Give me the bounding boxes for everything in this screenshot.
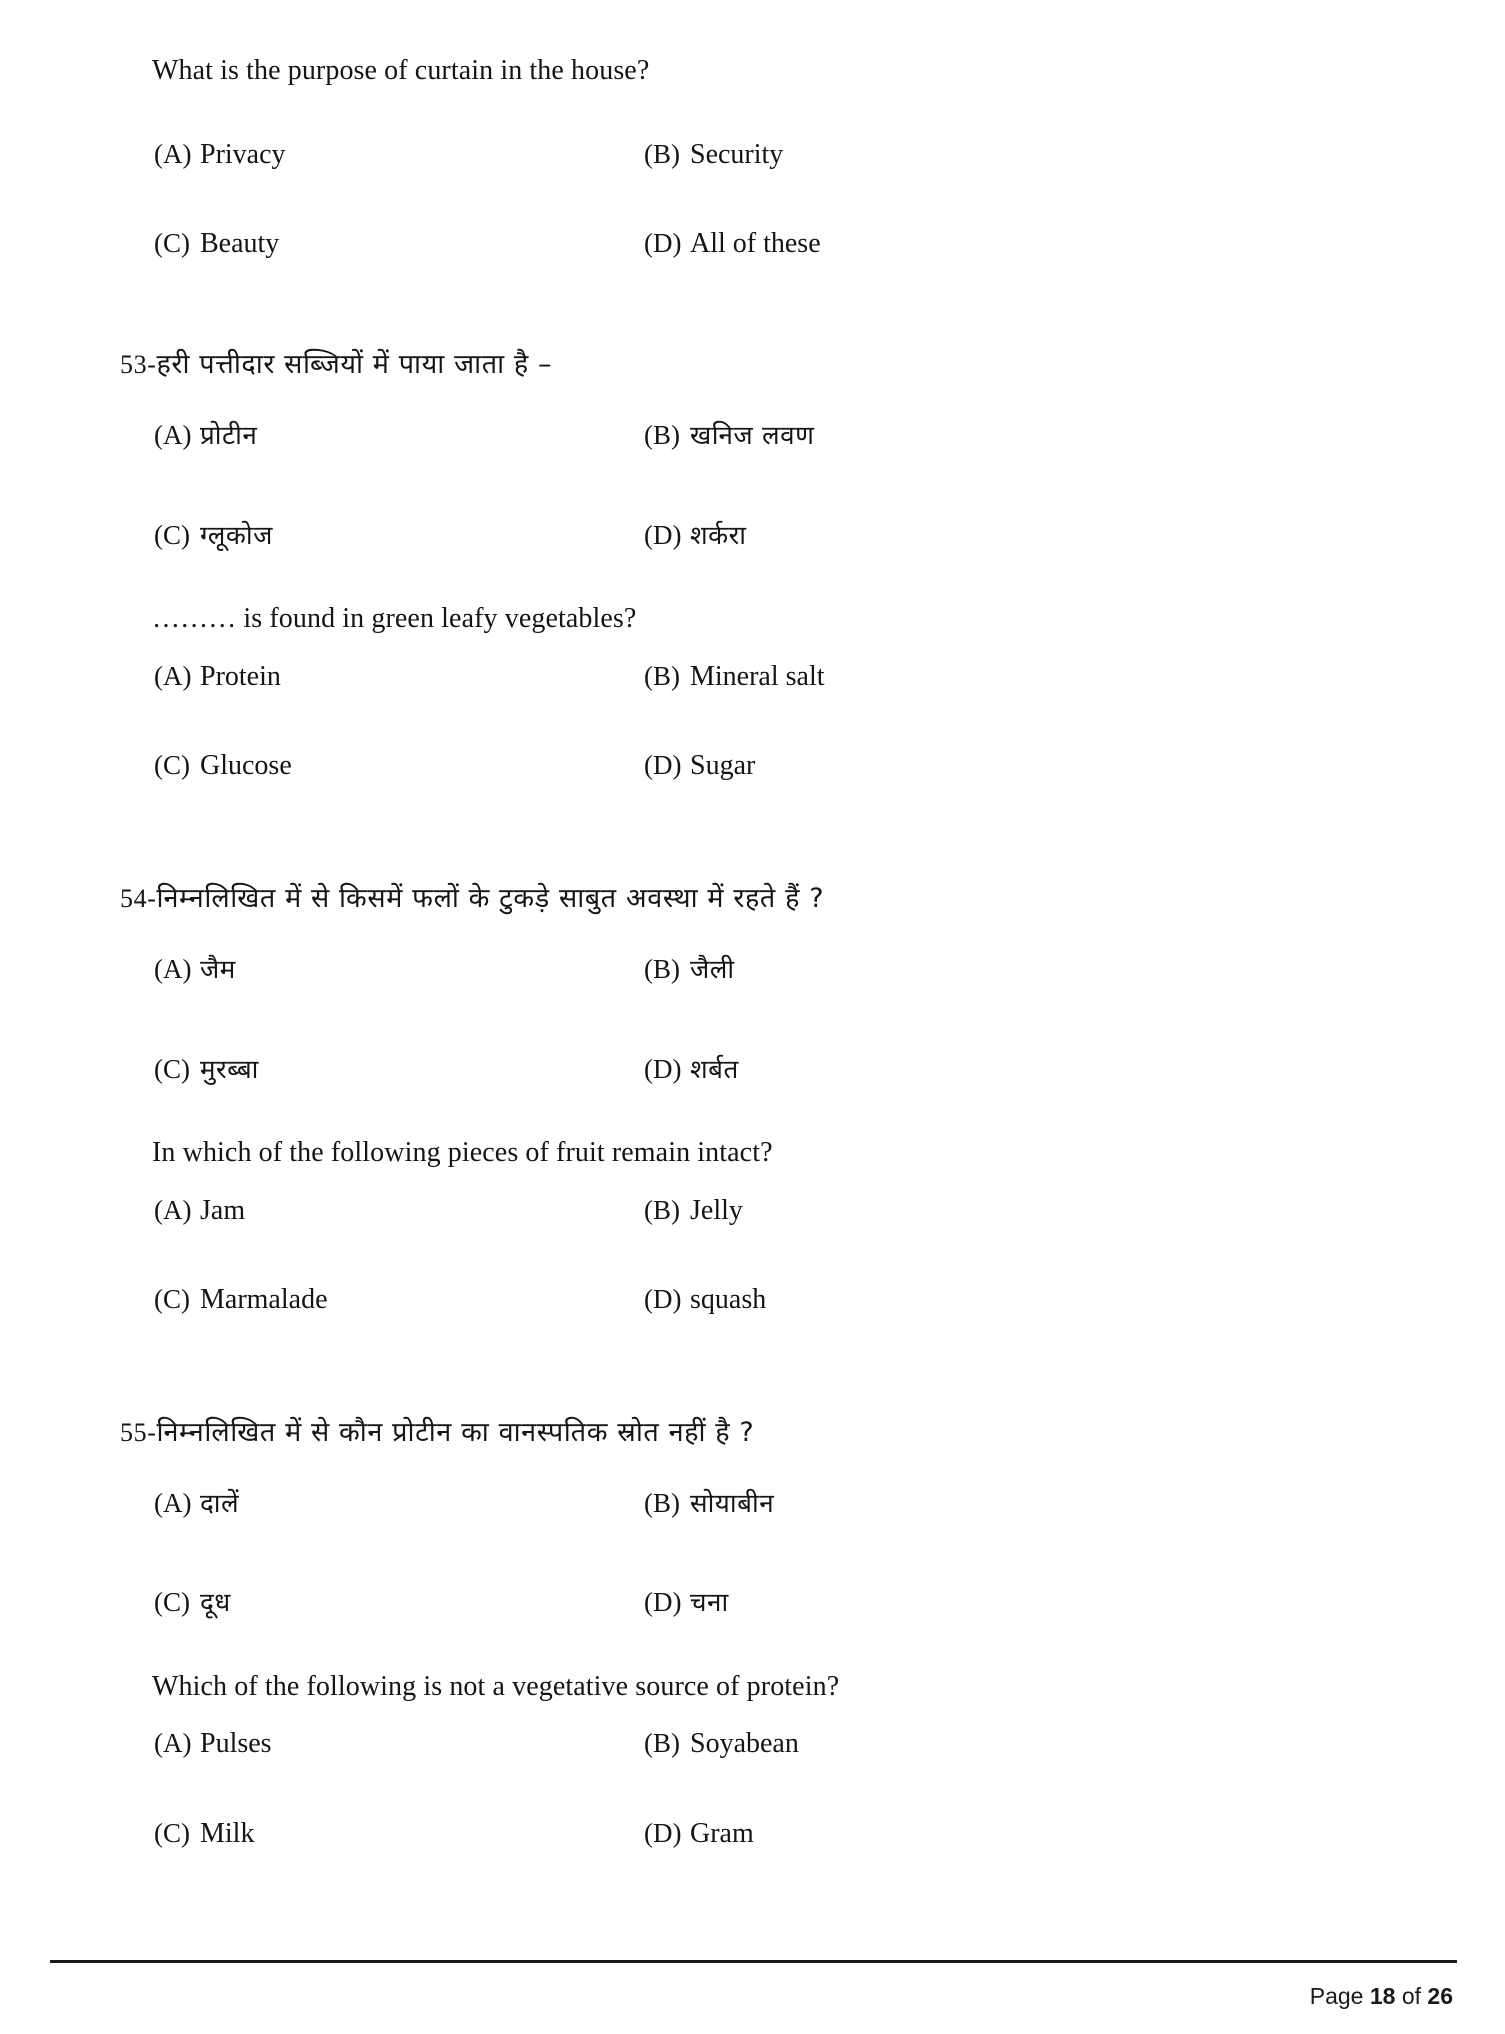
option-text: दालें — [200, 1489, 240, 1520]
footer-page-total: 26 — [1427, 1983, 1453, 2009]
option-c[interactable] — [154, 1283, 644, 1317]
option-text: Privacy — [200, 138, 286, 170]
option-c[interactable] — [154, 227, 644, 261]
question-block-q53 — [120, 345, 1385, 783]
option-label: (A) — [154, 1728, 192, 1759]
option-c[interactable] — [154, 749, 644, 783]
option-label: (B) — [644, 420, 680, 451]
option-label: (D) — [644, 1817, 682, 1848]
question-text-hindi: हरी पत्तीदार सब्जियों में पाया जाता है – — [156, 348, 553, 380]
options-grid-english — [120, 749, 1385, 783]
option-text: जैली — [690, 955, 735, 986]
option-label: (C) — [154, 519, 190, 550]
option-d[interactable] — [644, 1053, 1385, 1086]
option-c[interactable] — [154, 1586, 644, 1619]
option-label: (D) — [644, 519, 682, 550]
options-grid-hindi — [120, 519, 1385, 552]
question-stem-hindi — [120, 879, 1385, 920]
option-text: ग्लूकोज — [200, 520, 273, 551]
option-text: Pulses — [200, 1728, 272, 1760]
option-label: (B) — [644, 1488, 680, 1519]
options-grid-english — [120, 1194, 1385, 1228]
question-block-q52-english — [120, 52, 1385, 261]
option-label: (B) — [644, 138, 680, 169]
option-a[interactable] — [154, 1194, 644, 1228]
option-label: (C) — [154, 1587, 190, 1618]
option-label: (B) — [644, 1194, 680, 1225]
option-label: (C) — [154, 1053, 190, 1084]
question-number: 55- — [120, 1417, 157, 1447]
option-label: (D) — [644, 1587, 682, 1618]
footer-page-prefix: Page — [1309, 1983, 1364, 2009]
option-a[interactable] — [154, 1727, 644, 1761]
question-text-hindi: निम्नलिखित में से कौन प्रोटीन का वानस्पतिक स्रोत नहीं है ? — [156, 1416, 755, 1448]
option-b[interactable] — [644, 138, 1385, 172]
option-b[interactable] — [644, 1727, 1385, 1761]
question-text-hindi: निम्नलिखित में से किसमें फलों के टुकड़े साबुत अवस्था में रहते हैं ? — [156, 882, 825, 914]
option-label: (A) — [154, 1194, 192, 1225]
option-text: squash — [690, 1284, 767, 1316]
option-label: (C) — [154, 1284, 190, 1315]
option-label: (A) — [154, 954, 192, 985]
footer-page-current: 18 — [1369, 1983, 1396, 2009]
option-b[interactable] — [644, 660, 1385, 694]
option-text: Gram — [690, 1817, 754, 1849]
option-d[interactable] — [644, 519, 1385, 552]
question-stem-hindi — [120, 1413, 1385, 1454]
option-a[interactable] — [154, 660, 644, 694]
option-text: Beauty — [200, 228, 280, 260]
option-text: Jam — [200, 1194, 246, 1226]
options-grid-hindi — [120, 1487, 1385, 1520]
option-label: (A) — [154, 660, 192, 691]
option-a[interactable] — [154, 1487, 644, 1520]
options-grid-hindi — [120, 1586, 1385, 1619]
option-label: (D) — [644, 1053, 682, 1084]
option-label: (D) — [644, 750, 682, 781]
option-d[interactable] — [644, 1283, 1385, 1317]
page-footer — [1310, 1983, 1453, 2010]
option-label: (D) — [644, 1284, 682, 1315]
option-text: Mineral salt — [690, 660, 825, 692]
option-label: (B) — [644, 1728, 680, 1759]
options-grid-english — [120, 660, 1385, 694]
option-text: मुरब्बा — [200, 1054, 259, 1085]
question-stem-english: What is the purpose of curtain in the house? — [152, 55, 650, 86]
option-b[interactable] — [644, 1194, 1385, 1228]
option-d[interactable] — [644, 227, 1385, 261]
option-b[interactable] — [644, 1487, 1385, 1520]
option-text: शर्बत — [690, 1054, 739, 1085]
option-label: (A) — [154, 138, 192, 169]
option-text: Milk — [200, 1817, 255, 1849]
option-text: Security — [690, 138, 784, 170]
option-c[interactable] — [154, 1817, 644, 1851]
options-grid-hindi — [120, 419, 1385, 452]
option-label: (C) — [154, 1817, 190, 1848]
option-label: (B) — [644, 660, 680, 691]
option-d[interactable] — [644, 1817, 1385, 1851]
option-text: All of these — [690, 228, 821, 260]
option-text: दूध — [200, 1588, 231, 1619]
option-d[interactable] — [644, 1586, 1385, 1619]
option-b[interactable] — [644, 953, 1385, 986]
option-label: (A) — [154, 1488, 192, 1519]
options-grid-hindi — [120, 953, 1385, 986]
option-c[interactable] — [154, 519, 644, 552]
option-text: Soyabean — [690, 1728, 799, 1760]
options-grid-english — [120, 1283, 1385, 1317]
question-stem-english: In which of the following pieces of fruit remain intact? — [152, 1136, 773, 1168]
footer-divider — [50, 1960, 1457, 1963]
question-block-q54 — [120, 879, 1385, 1317]
option-text: Glucose — [200, 750, 292, 782]
option-label: (A) — [154, 420, 192, 451]
option-text: Marmalade — [200, 1284, 328, 1316]
footer-page-middle: of — [1401, 1983, 1422, 2009]
option-a[interactable] — [154, 138, 644, 172]
option-label: (C) — [154, 228, 190, 259]
option-label: (B) — [644, 954, 680, 985]
question-number: 53- — [120, 349, 157, 379]
option-text: शर्करा — [690, 520, 747, 551]
option-label: (C) — [154, 750, 190, 781]
option-text: Protein — [200, 660, 281, 692]
option-b[interactable] — [644, 419, 1385, 452]
options-grid-english — [120, 1727, 1385, 1761]
option-text: जैम — [200, 955, 236, 986]
option-label: (D) — [644, 228, 682, 259]
question-block-q55 — [120, 1413, 1385, 1851]
option-a[interactable] — [154, 953, 644, 986]
options-grid-english — [120, 227, 1385, 261]
option-c[interactable] — [154, 1053, 644, 1086]
options-grid-hindi — [120, 1053, 1385, 1086]
option-text: Jelly — [690, 1194, 743, 1226]
option-text: Sugar — [690, 750, 756, 782]
option-text: खनिज लवण — [690, 421, 815, 452]
question-stem-hindi — [120, 345, 1385, 386]
option-d[interactable] — [644, 749, 1385, 783]
option-text: चना — [690, 1588, 729, 1619]
question-stem-english: ……… is found in green leafy vegetables? — [152, 602, 637, 634]
option-text: सोयाबीन — [690, 1489, 775, 1520]
question-stem-english: Which of the following is not a vegetative source of protein? — [152, 1670, 840, 1702]
options-grid-english — [120, 138, 1385, 172]
options-grid-english — [120, 1817, 1385, 1851]
option-text: प्रोटीन — [200, 421, 258, 452]
option-a[interactable] — [154, 419, 644, 452]
question-number: 54- — [120, 883, 157, 913]
